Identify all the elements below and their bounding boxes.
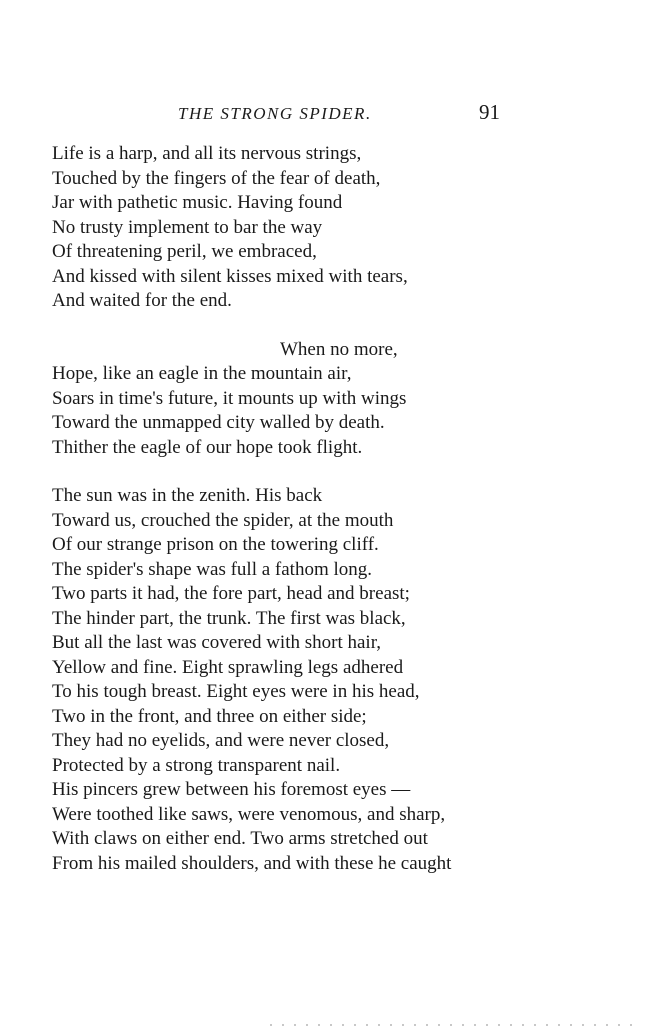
poem-line: Protected by a strong transparent nail. [52,754,341,776]
running-title: THE STRONG SPIDER. [178,104,372,123]
page-number: 91 [479,100,500,124]
stanza-2 [52,338,522,461]
poem-line: The sun was in the zenith. His back [52,485,323,506]
stanza-break [52,460,522,484]
poem-line: His pincers grew between his foremost eyes — [52,779,411,800]
poem-line: Of threatening peril, we embraced, [52,241,317,262]
poem-line: With claws on either end. Two arms stretched out [52,828,428,849]
poem-line: Jar with pathetic music. Having found [52,192,343,213]
poem-line: Life is a harp, and all its nervous strings, [52,143,362,164]
poem-line: Hope, like an eagle in the mountain air, [52,363,352,384]
poem-line: No trusty implement to bar the way [52,216,323,238]
poem-line: The spider's shape was full a fathom long. [52,558,373,580]
poem-line: Toward us, crouched the spider, at the mouth [52,509,394,531]
poem-line: Soars in time's future, it mounts up with wings [52,387,407,409]
poem-line: They had no eyelids, and were never closed, [52,730,390,751]
poem-line: But all the last was covered with short hair, [52,632,382,653]
stanza-1 [52,142,522,314]
poem-line-indented: When no more, [280,338,398,360]
poem-line: Were toothed like saws, were venomous, and sharp, [52,803,446,825]
poem-line: From his mailed shoulders, and with these he caught [52,852,452,874]
poem-body [52,142,522,876]
poem-line: The hinder part, the trunk. The first was black, [52,607,406,629]
page-header [0,100,648,130]
poem-line: Yellow and fine. Eight sprawling legs adhered [52,656,404,678]
poem-line: Toward the unmapped city walled by death. [52,412,385,433]
poem-line: Of our strange prison on the towering cliff. [52,534,379,555]
poem-line: And waited for the end. [52,290,232,311]
poem-line: To his tough breast. Eight eyes were in his head, [52,681,420,702]
poem-line: Two parts it had, the fore part, head and breast; [52,583,410,604]
poem-line: And kissed with silent kisses mixed with tears, [52,265,408,287]
poem-line: Touched by the fingers of the fear of death, [52,167,381,189]
poem-line: Two in the front, and three on either side; [52,705,367,727]
stanza-break [52,314,522,338]
poem-line: Thither the eagle of our hope took flight. [52,436,363,458]
scan-artifact-dots [270,1024,640,1026]
stanza-3 [52,484,522,876]
